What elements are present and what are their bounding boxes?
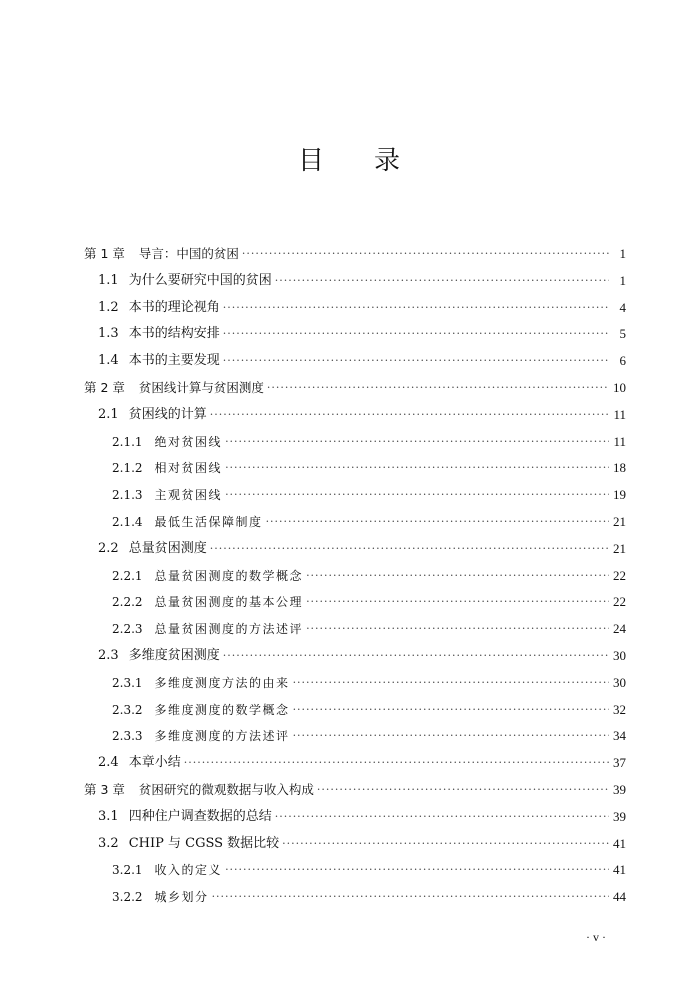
toc-entry-title: 本书的主要发现 <box>128 353 220 369</box>
toc-entry-title: 总量贫困测度的基本公理 <box>154 595 304 610</box>
toc-leader-dots <box>317 777 609 804</box>
toc-entry-number: 2.1 <box>98 406 119 422</box>
toc-leader-dots <box>223 321 609 348</box>
toc-entry-title: 本书的结构安排 <box>128 326 220 342</box>
toc-entry[interactable] <box>84 884 626 911</box>
toc-entry-number: 2.2.2 <box>112 595 143 610</box>
toc-entry-number: 2.3.1 <box>112 675 143 690</box>
toc-entry-page: 21 <box>613 540 626 556</box>
toc-entry[interactable] <box>84 670 626 697</box>
toc-entry-number: 2.1.2 <box>112 461 143 476</box>
toc-leader-dots <box>306 616 609 643</box>
toc-entry-title: 本书的理论视角 <box>128 299 220 315</box>
toc-leader-dots <box>225 857 609 884</box>
toc-entry-number: 2.1.4 <box>112 514 143 529</box>
toc-leader-dots <box>293 670 609 697</box>
toc-entry-title: 多维度贫困测度 <box>128 647 220 663</box>
toc-entry[interactable] <box>84 750 626 777</box>
toc-entry[interactable] <box>84 295 626 322</box>
toc-entry-page: 10 <box>613 379 626 395</box>
toc-entry-number: 2.4 <box>98 755 119 771</box>
toc-entry-number: 1.4 <box>98 353 119 369</box>
toc-entry-title: 最低生活保障制度 <box>154 514 263 529</box>
toc-leader-dots <box>223 643 609 670</box>
toc-entry-number: 2.1.3 <box>112 488 143 503</box>
toc-leader-dots <box>242 241 609 268</box>
toc-entry[interactable] <box>84 375 626 402</box>
toc-entry-title: 多维度测度的方法述评 <box>154 729 290 744</box>
toc-entry-page: 37 <box>613 755 626 771</box>
toc-entry-page: 32 <box>613 701 626 717</box>
toc-entry-page: 11 <box>613 433 626 449</box>
toc-entry-title: 为什么要研究中国的贫困 <box>128 272 272 288</box>
toc-entry-page: 5 <box>619 326 626 342</box>
toc-leader-dots <box>212 884 609 911</box>
toc-entry[interactable] <box>84 563 626 590</box>
footer-page-number: · v · <box>586 930 606 944</box>
toc-entry-page: 6 <box>619 353 626 369</box>
toc-entry-title: 主观贫困线 <box>154 488 223 503</box>
toc-entry[interactable] <box>84 616 626 643</box>
toc-entry-title: 本章小结 <box>128 755 181 771</box>
toc-entry-number: 2.2.3 <box>112 622 143 637</box>
toc-leader-dots <box>282 831 609 858</box>
toc-entry[interactable] <box>84 429 626 456</box>
toc-entry[interactable] <box>84 804 626 831</box>
toc-entry-page: 30 <box>613 647 626 663</box>
toc-entry-title: 多维度测度方法的由来 <box>154 675 290 690</box>
toc-entry[interactable] <box>84 536 626 563</box>
toc-entry-page: 41 <box>613 835 626 851</box>
toc-leader-dots <box>306 589 609 616</box>
toc-leader-dots <box>225 482 609 509</box>
toc-leader-dots <box>275 804 609 831</box>
toc-entry[interactable] <box>84 241 626 268</box>
toc-entry-title: 绝对贫困线 <box>154 434 223 449</box>
toc-leader-dots <box>275 268 609 295</box>
toc-entry[interactable] <box>84 321 626 348</box>
toc-entry-page: 1 <box>619 246 626 261</box>
toc-entry-number: 3.2.1 <box>112 863 143 878</box>
toc-entry-title: 总量贫困测度的数学概念 <box>154 568 304 583</box>
toc-entry-page: 18 <box>613 460 626 476</box>
title-char-1: 目 <box>297 146 324 176</box>
toc-entry-title: 相对贫困线 <box>154 461 223 476</box>
toc-leader-dots <box>306 563 609 590</box>
toc-leader-dots <box>223 348 609 375</box>
toc-entry-page: 11 <box>613 406 626 422</box>
toc-entry-page: 22 <box>613 594 626 610</box>
toc-entry-title: CHIP 与 CGSS 数据比较 <box>128 835 280 851</box>
toc-entry[interactable] <box>84 268 626 295</box>
toc-leader-dots <box>210 402 609 429</box>
toc-entry-title: 总量贫困测度的方法述评 <box>154 622 304 637</box>
toc-entry-number: 1.2 <box>98 299 119 315</box>
toc-entry-number: 第 3 章 <box>84 781 125 797</box>
toc-leader-dots <box>293 697 609 724</box>
page-title <box>0 140 698 177</box>
toc-entry[interactable] <box>84 509 626 536</box>
toc-leader-dots <box>225 429 609 456</box>
title-char-2: 录 <box>374 146 401 176</box>
toc-leader-dots <box>184 750 609 777</box>
toc-entry-title: 总量贫困测度 <box>128 540 207 556</box>
toc-entry-page: 24 <box>613 621 626 637</box>
toc-entry-page: 1 <box>619 272 626 288</box>
toc-entry-number: 1.3 <box>98 326 119 342</box>
toc-leader-dots <box>267 375 609 402</box>
toc-entry-page: 4 <box>619 299 626 315</box>
toc-entry-title: 四种住户调查数据的总结 <box>128 808 272 824</box>
toc-entry-number: 3.2 <box>98 835 119 851</box>
toc-entry[interactable] <box>84 348 626 375</box>
toc-entry[interactable] <box>84 857 626 884</box>
toc-entry-number: 2.3 <box>98 647 119 663</box>
toc-entry-number: 2.2.1 <box>112 568 143 583</box>
toc-entry[interactable] <box>84 482 626 509</box>
toc-entry-title: 贫困线的计算 <box>128 406 207 422</box>
toc-entry-title: 多维度测度的数学概念 <box>154 702 290 717</box>
toc-entry-number: 2.2 <box>98 540 119 556</box>
toc-entry[interactable] <box>84 455 626 482</box>
toc-entry-page: 39 <box>613 781 626 797</box>
toc-entry[interactable] <box>84 589 626 616</box>
toc-entry[interactable] <box>84 643 626 670</box>
toc-entry-number: 第 2 章 <box>84 379 125 395</box>
toc-entry-number: 3.2.2 <box>112 890 143 905</box>
toc-leader-dots <box>225 455 609 482</box>
toc-leader-dots <box>210 536 609 563</box>
toc-entry-page: 34 <box>613 728 626 744</box>
toc-entry[interactable] <box>84 697 626 724</box>
toc-entry-page: 22 <box>613 567 626 583</box>
toc-entry-number: 1.1 <box>98 272 119 288</box>
toc-entry[interactable] <box>84 723 626 750</box>
toc-entry-page: 19 <box>613 487 626 503</box>
toc-entry-title: 导言：中国的贫困 <box>138 246 239 261</box>
toc-entry[interactable] <box>84 777 626 804</box>
table-of-contents <box>84 241 626 911</box>
toc-entry-page: 41 <box>613 862 626 878</box>
toc-entry-title: 贫困线计算与贫困测度 <box>138 379 264 395</box>
toc-leader-dots <box>223 295 609 322</box>
toc-entry-number: 2.1.1 <box>112 434 143 449</box>
toc-entry-page: 30 <box>613 674 626 690</box>
toc-entry-title: 城乡划分 <box>154 890 209 905</box>
toc-leader-dots <box>266 509 609 536</box>
toc-entry-number: 2.3.3 <box>112 729 143 744</box>
toc-entry-number: 第 1 章 <box>84 246 125 261</box>
toc-entry-number: 3.1 <box>98 808 119 824</box>
toc-leader-dots <box>293 723 609 750</box>
toc-entry[interactable] <box>84 831 626 858</box>
toc-entry-number: 2.3.2 <box>112 702 143 717</box>
toc-entry-page: 21 <box>613 513 626 529</box>
toc-entry-title: 贫困研究的微观数据与收入构成 <box>138 781 314 797</box>
toc-entry-page: 39 <box>613 808 626 824</box>
toc-entry[interactable] <box>84 402 626 429</box>
toc-entry-page: 44 <box>613 889 626 905</box>
toc-entry-title: 收入的定义 <box>154 863 223 878</box>
